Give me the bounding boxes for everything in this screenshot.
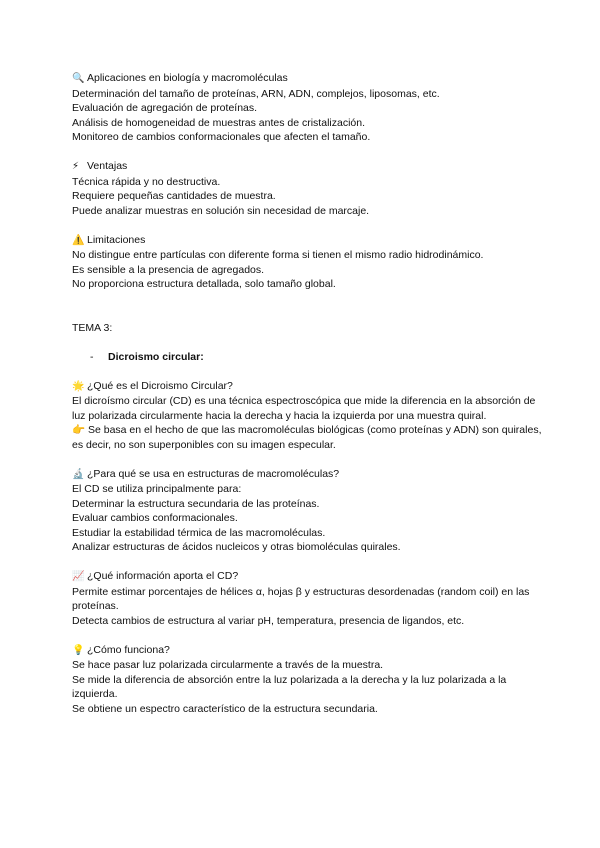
section-heading	[72, 467, 542, 483]
sections-part-2	[72, 379, 542, 717]
bullet-title: Dicroismo circular:	[108, 350, 204, 363]
microscope-icon: 🔬	[72, 468, 85, 480]
chart-increasing-icon: 📈	[72, 571, 85, 582]
body-line: Evaluación de agregación de proteínas.	[72, 102, 258, 114]
section-que-es	[72, 379, 542, 453]
section-title: ¿Qué información aporta el CD?	[87, 570, 239, 582]
section-title: ¿Cómo funciona?	[87, 643, 170, 656]
bullet-dash: -	[90, 350, 94, 363]
section-title: Aplicaciones en biología y macromoléculas	[87, 72, 288, 84]
sections-part-1	[72, 71, 542, 292]
body-line: Requiere pequeñas cantidades de muestra.	[72, 190, 276, 202]
section-title: Limitaciones	[87, 233, 146, 246]
bullet-heading	[72, 350, 542, 365]
body-line: Determinar la estructura secundaria de las proteínas.	[72, 497, 320, 510]
body-line: 👉 Se basa en el hecho de que las macromoléculas biológicas (como proteínas y ADN) son quirales, es decir, no son superponibles con su imagen especular.	[72, 424, 542, 451]
star-icon: 🌟	[72, 380, 85, 392]
section-para-que	[72, 467, 542, 555]
section-heading	[72, 569, 542, 585]
body-line: Análisis de homogeneidad de muestras antes de cristalización.	[72, 116, 366, 129]
body-line: Permite estimar porcentajes de hélices α, hojas β y estructuras desordenadas (random coil) en las proteínas.	[72, 585, 530, 612]
body-line: Estudiar la estabilidad térmica de las macromoléculas.	[72, 526, 326, 539]
section-heading	[72, 233, 542, 249]
section-ventajas	[72, 159, 542, 218]
body-line: No proporciona estructura detallada, solo tamaño global.	[72, 278, 336, 290]
section-aplicaciones	[72, 71, 542, 145]
warning-icon: ⚠️	[72, 234, 85, 246]
section-heading	[72, 643, 542, 659]
body-line: Determinación del tamaño de proteínas, ARN, ADN, complejos, liposomas, etc.	[72, 87, 440, 100]
section-heading	[72, 379, 542, 395]
body-line: Puede analizar muestras en solución sin necesidad de marcaje.	[72, 204, 370, 217]
tema-heading: TEMA 3:	[72, 321, 113, 334]
section-limitaciones	[72, 233, 542, 292]
body-line: Técnica rápida y no destructiva.	[72, 175, 221, 188]
document-content	[72, 71, 542, 731]
body-line: Detecta cambios de estructura al variar pH, temperatura, presencia de ligandos, etc.	[72, 614, 465, 627]
body-line: El CD se utiliza principalmente para:	[72, 483, 242, 495]
section-heading	[72, 159, 542, 175]
body-line: Es sensible a la presencia de agregados.	[72, 263, 265, 276]
body-line: Analizar estructuras de ácidos nucleicos y otras biomoléculas quirales.	[72, 541, 401, 553]
section-title: ¿Qué es el Dicroismo Circular?	[87, 379, 233, 392]
body-line: Evaluar cambios conformacionales.	[72, 512, 238, 524]
section-informacion	[72, 569, 542, 628]
body-line: Se mide la diferencia de absorción entre la luz polarizada a la derecha y la luz polarizada a la izquierda.	[72, 673, 507, 700]
lightbulb-icon: 💡	[72, 644, 85, 656]
body-line: Se hace pasar luz polarizada circularmente a través de la muestra.	[72, 659, 384, 671]
body-line: Monitoreo de cambios conformacionales que afecten el tamaño.	[72, 131, 371, 143]
section-title: ¿Para qué se usa en estructuras de macromoléculas?	[87, 467, 340, 480]
body-line: Se obtiene un espectro característico de la estructura secundaria.	[72, 702, 378, 715]
section-title: Ventajas	[87, 160, 128, 172]
magnifier-icon: 🔍	[72, 73, 85, 84]
lightning-icon: ⚡	[72, 161, 80, 172]
body-line: No distingue entre partículas con diferente forma si tienen el mismo radio hidrodinámico.	[72, 249, 484, 261]
section-como-funciona	[72, 643, 542, 717]
section-heading	[72, 71, 542, 87]
body-line: El dicroísmo circular (CD) es una técnica espectroscópica que mide la diferencia en la absorción de luz polarizada circularmente hacia la derecha y hacia la izquierda por una muestra quiral.	[72, 395, 536, 422]
